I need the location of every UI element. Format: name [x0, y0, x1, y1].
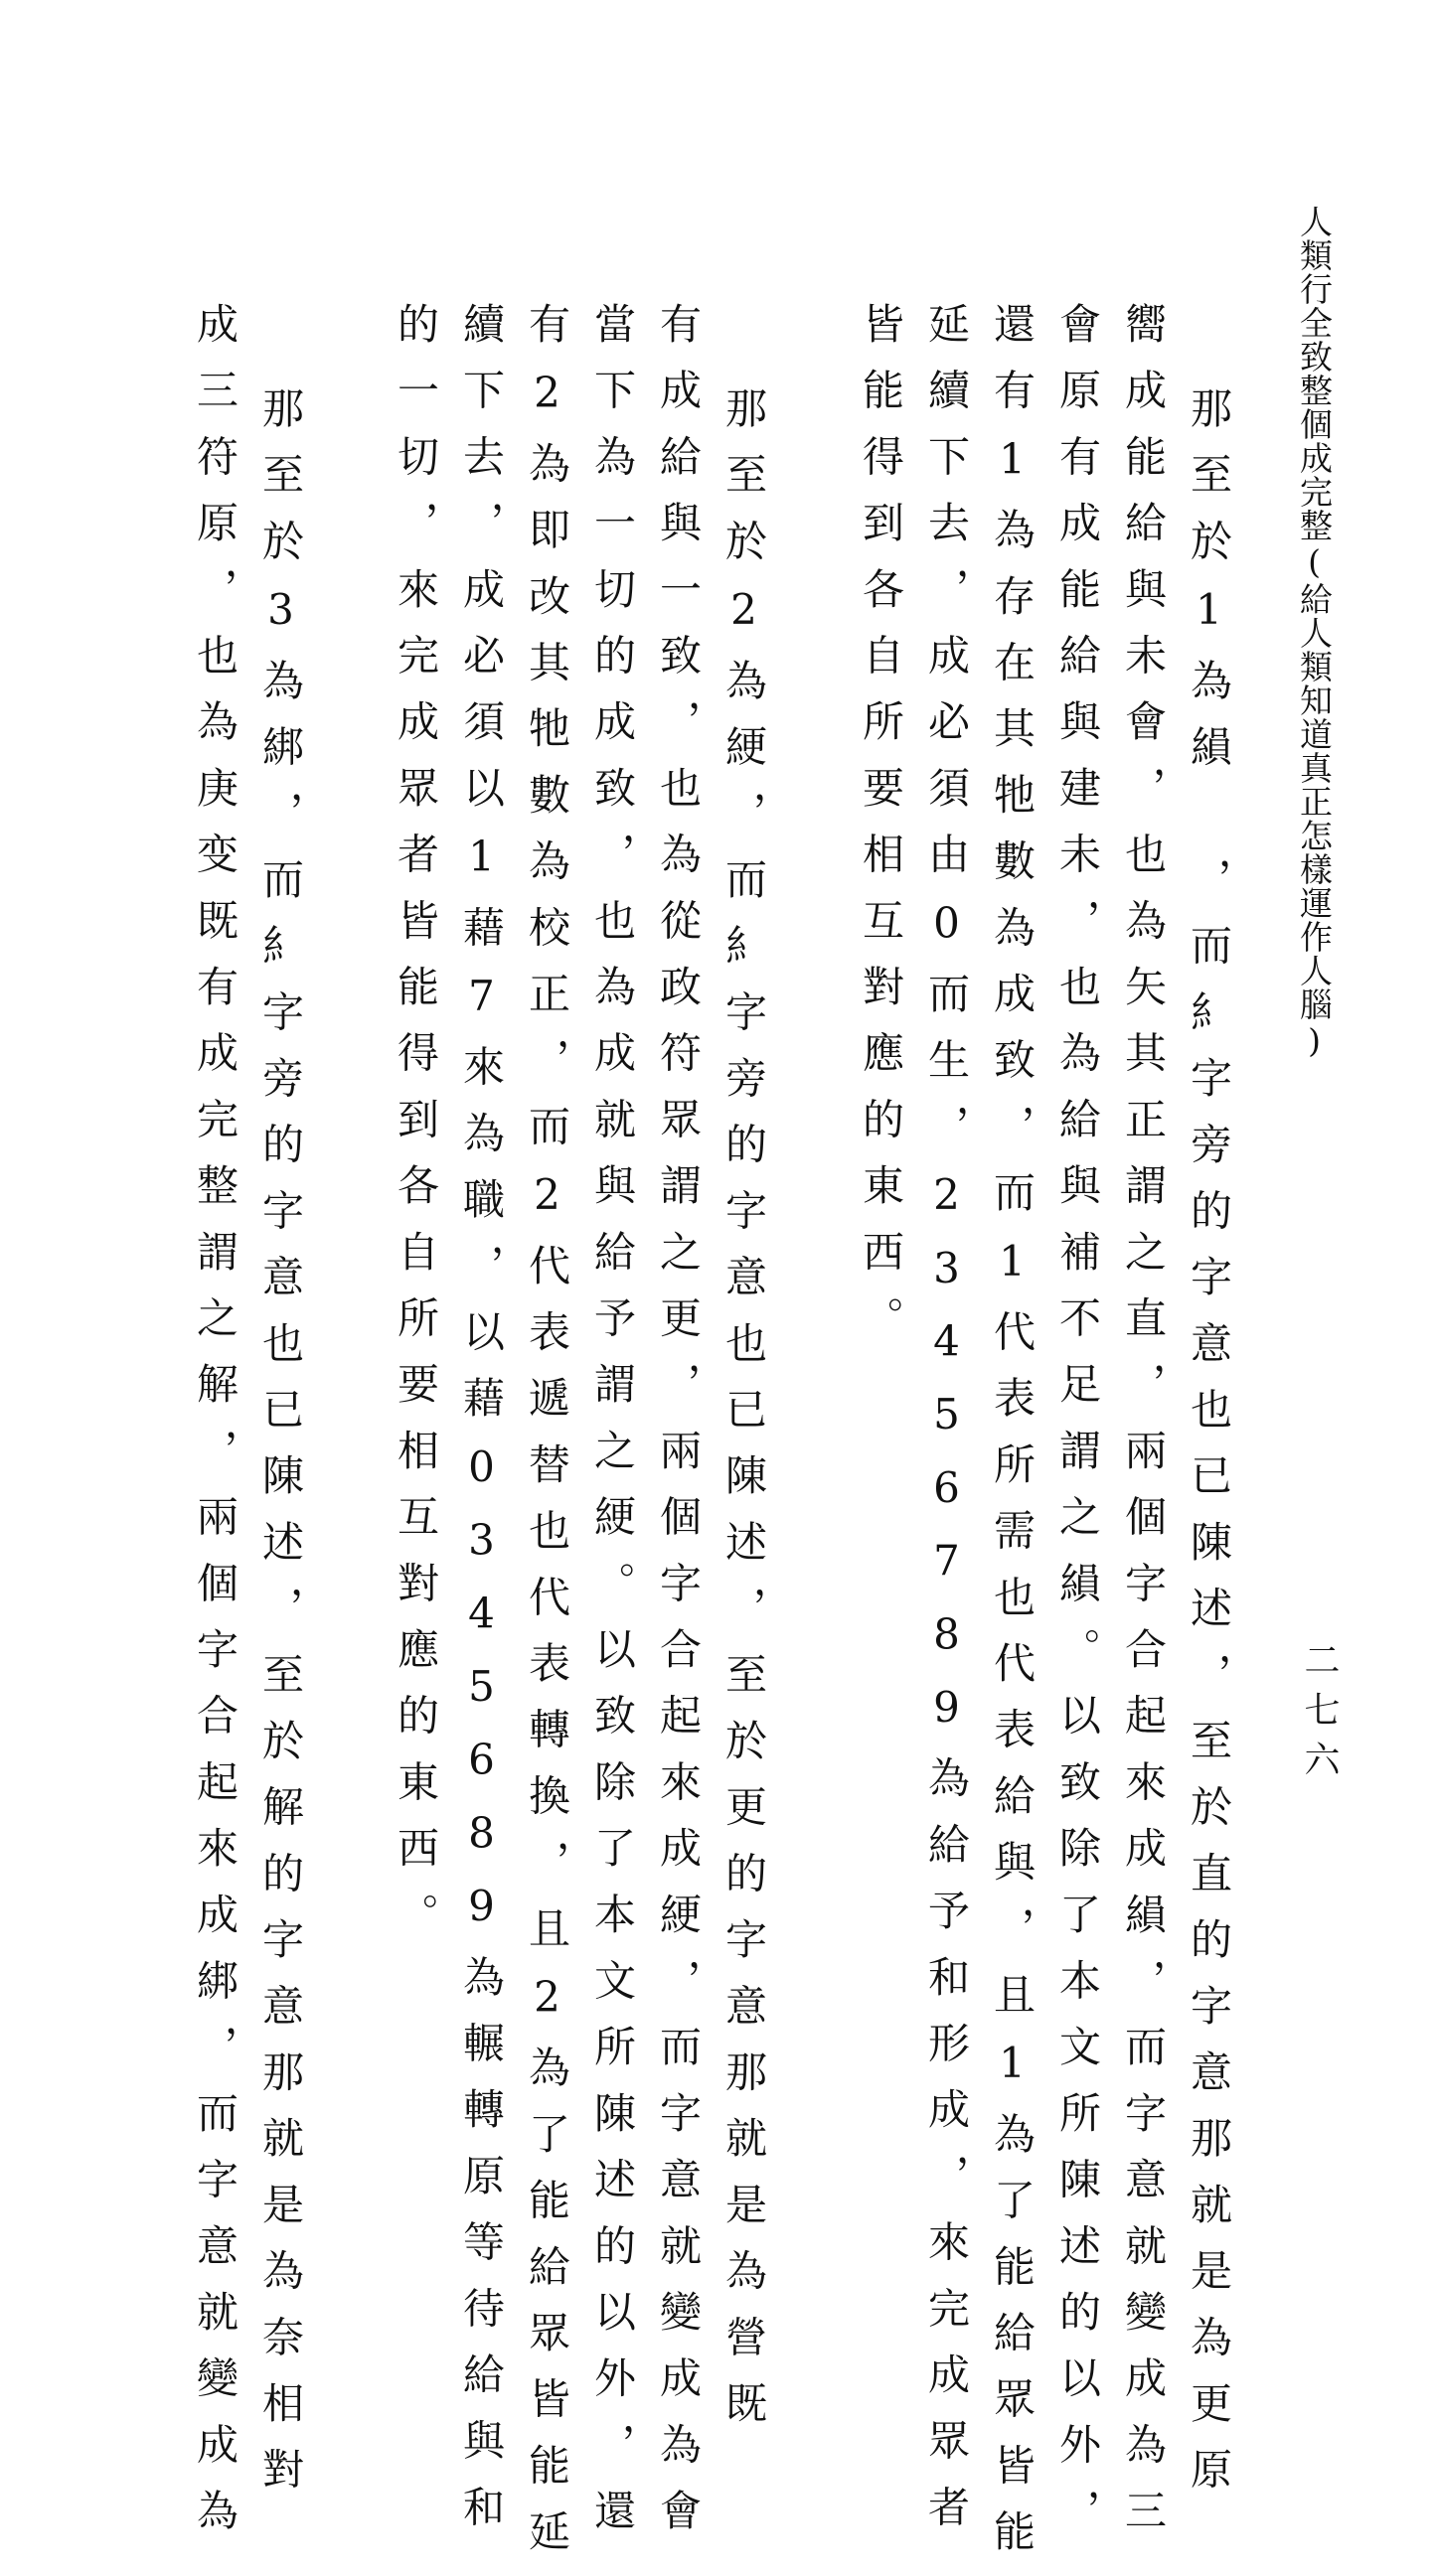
text-line-4: 還有1為存在其牠數為成致，而1代表所需也代表給與，且1為了能給眾皆能: [988, 302, 1037, 2576]
text-line-11: 續下去，成必須以1藉7來為職，以藉0345689為輾轉原等待給與和: [457, 302, 506, 2552]
text-line-1: 那至於1為縜 ，而糹字旁的字意也已陳述，至於直的字意那就是為更原: [1185, 386, 1233, 2514]
text-line-10: 有2為即改其牠數為校正，而2代表遞替也代表轉換，且2為了能給眾皆能延: [523, 302, 571, 2576]
text-line-13: 那至於3為綁，而糹字旁的字意也已陳述，至於解的字意那就是為奈相對: [256, 386, 305, 2514]
text-line-8: 有成給與一致，也為從政符眾謂之更，兩個字合起來成綆，而字意就變成為會: [654, 302, 703, 2555]
page-number: 二七六: [1299, 1641, 1340, 1790]
text-line-3: 會原有成能給與建未，也為給與補不足謂之縜。以致除了本文所陳述的以外，: [1053, 302, 1102, 2555]
text-line-5: 延續下去，成必須由0而生，23456789為給予和形成，來完成眾者: [922, 302, 971, 2552]
text-line-14: 成三符原，也為庚变既有成完整謂之解，兩個字合起來成綁，而字意就變成為: [191, 302, 240, 2555]
text-line-12: 的一切，來完成眾者皆能得到各自所要相互對應的東西。: [392, 302, 440, 1959]
text-line-6: 皆能得到各自所要相互對應的東西。: [857, 302, 905, 1363]
text-line-9: 當下為一切的成致，也為成就與給予謂之綆。以致除了本文所陳述的以外，還: [588, 302, 637, 2555]
text-line-7: 那至於2為綆，而糹字旁的字意也已陳述，至於更的字意那就是為營既: [719, 386, 768, 2448]
running-title: 人類行全致整個成完整(給人類知道真正怎樣運作人腦): [1295, 205, 1334, 1061]
text-line-2: 嚮成能給與未會，也為矢其正謂之直，兩個字合起來成縜，而字意就變成為三: [1119, 302, 1168, 2555]
